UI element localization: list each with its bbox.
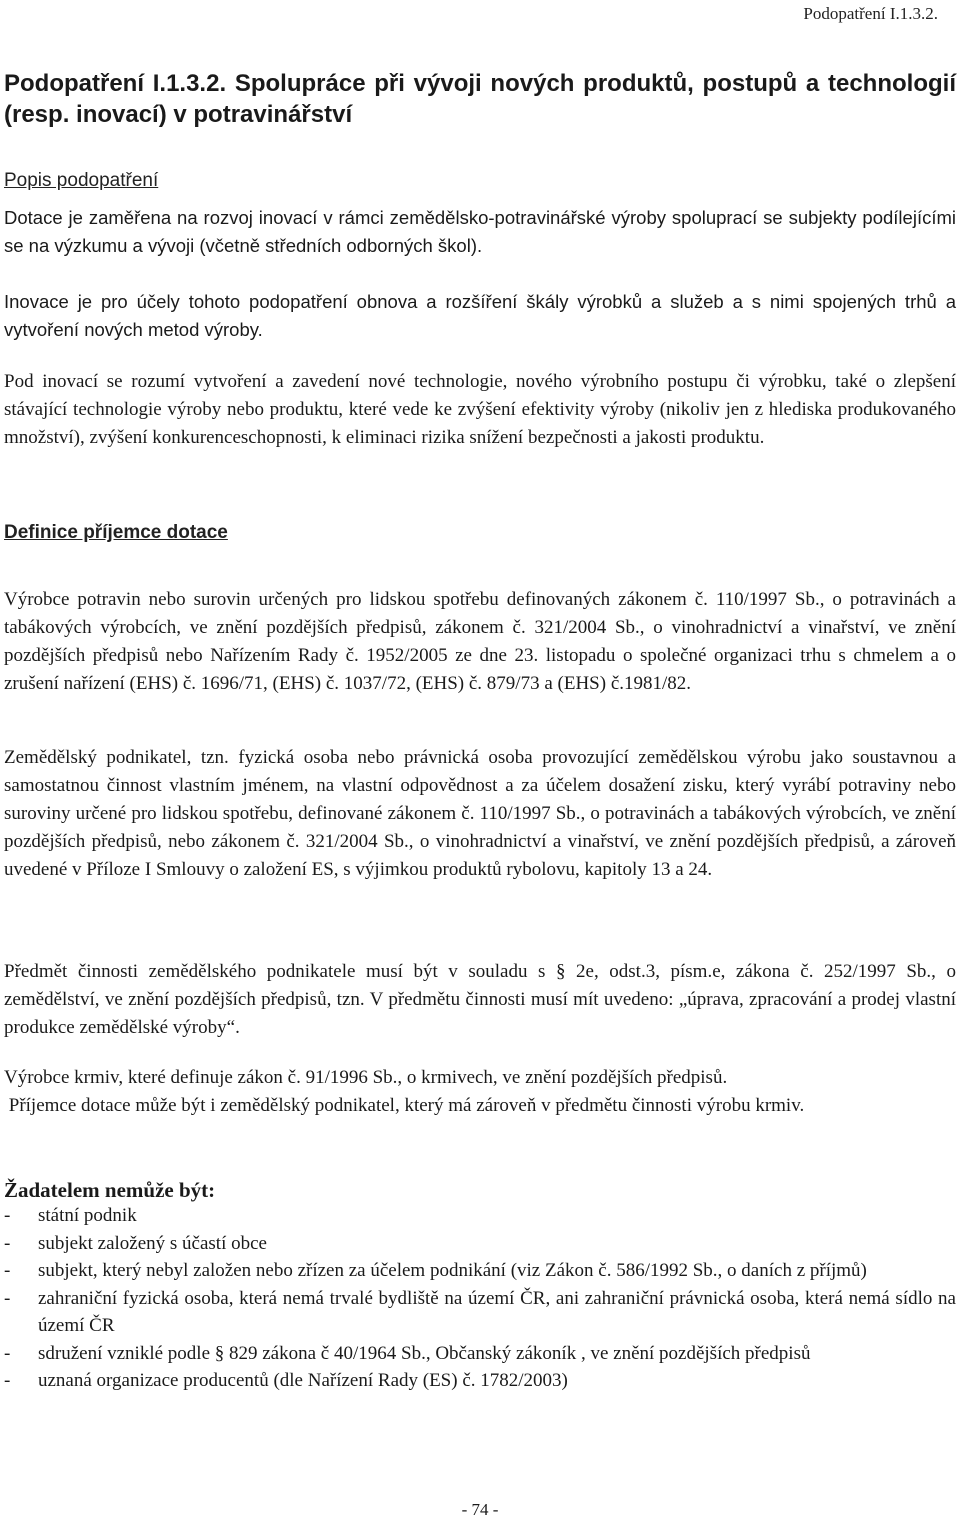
page-number: - 74 - — [461, 1500, 499, 1519]
exclusions-list — [4, 1202, 956, 1395]
description-paragraph-1: Dotace je zaměřena na rozvoj inovací v rámci zemědělsko-potravinářské výroby spoluprací se subjekty podílejícími se na výzkumu a vývoji (včetně středních odborných škol). — [4, 207, 956, 256]
list-item-text: zahraniční fyzická osoba, která nemá trvalé bydliště na území ČR, ani zahraniční právnická osoba, která nemá sídlo na území ČR — [38, 1287, 956, 1336]
recipient-paragraph-3: Předmět činnosti zemědělského podnikatele musí být v souladu s § 2e, odst.3, písm.e, zákona č. 252/1997 Sb., o zemědělství, ve znění pozdějších předpisů, tzn. V předmětu činnosti musí mít uvedeno: „úprava, zpracování a prodej vlastní produkce zemědělské výroby“. — [4, 961, 956, 1038]
running-header: Podopatření I.1.3.2. — [803, 4, 938, 23]
list-dash: - — [4, 1205, 11, 1226]
recipient-paragraph-5: Příjemce dotace může být i zemědělský podnikatel, který má zároveň v předmětu činnosti výrobu krmiv. — [4, 1095, 805, 1116]
description-paragraph-3: Pod inovací se rozumí vytvoření a zavedení nové technologie, nového výrobního postupu či výrobku, také o zlepšení stávající technologie výroby nebo produktu, které vede ke zvýšení efektivity výroby (nikoliv jen z hlediska produkovaného množství), zvýšení konkurenceschopnosti, k eliminaci rizika snížení bezpečnosti a jakosti produktu. — [4, 371, 956, 448]
list-item — [4, 1230, 956, 1258]
section-heading-recipient: Definice příjemce dotace — [4, 522, 228, 543]
list-dash: - — [4, 1342, 11, 1364]
list-dash: - — [4, 1232, 11, 1254]
list-item — [4, 1340, 956, 1368]
description-paragraph-2: Inovace je pro účely tohoto podopatření obnova a rozšíření škály výrobků a služeb a s nimi spojených trhů a vytvoření nových metod výroby. — [4, 291, 956, 340]
section-heading-description: Popis podopatření — [4, 170, 159, 191]
list-item — [4, 1257, 956, 1285]
list-item-text: sdružení vzniklé podle § 829 zákona č 40/1964 Sb., Občanský zákoník , ve znění pozdějších předpisů — [38, 1342, 811, 1364]
list-item — [4, 1367, 956, 1395]
list-item-text: subjekt založený s účastí obce — [38, 1232, 267, 1254]
recipient-paragraph-2: Zemědělský podnikatel, tzn. fyzická osoba nebo právnická osoba provozující zemědělskou výrobu jako soustavnou a samostatnou činnost vlastním jménem, na vlastní odpovědnost a za účelem dosažení zisku, který vyrábí potraviny nebo suroviny určené pro lidskou spotřebu, definované zákonem č. 110/1997 Sb., o potravinách a tabákových výrobcích, ve znění pozdějších předpisů, nebo zákonem č. 321/2004 Sb., o vinohradnictví a vinařství, ve znění pozdějších předpisů, a zároveň uvedené v Příloze I Smlouvy o založení ES, s výjimkou produktů rybolovu, kapitoly 13 a 24. — [4, 747, 956, 880]
list-item-text: subjekt, který nebyl založen nebo zřízen za účelem podnikání (viz Zákon č. 586/1992 Sb., o daních z příjmů) — [38, 1260, 867, 1281]
list-item — [4, 1285, 956, 1340]
recipient-paragraph-4: Výrobce krmiv, které definuje zákon č. 91/1996 Sb., o krmivech, ve znění pozdějších předpisů. — [4, 1067, 728, 1088]
list-item — [4, 1202, 956, 1230]
list-dash: - — [4, 1260, 11, 1281]
list-item-text: státní podnik — [38, 1205, 137, 1226]
document-title: Podopatření I.1.3.2. Spolupráce při vývoji nových produktů, postupů a technologií (resp. inovací) v potravinářství — [4, 70, 956, 128]
list-dash: - — [4, 1370, 11, 1391]
recipient-paragraph-1: Výrobce potravin nebo surovin určených pro lidskou spotřebu definovaných zákonem č. 110/1997 Sb., o potravinách a tabákových výrobcích, ve znění pozdějších předpisů, zákonem č. 321/2004 Sb., o vinohradnictví a vinařství, ve znění pozdějších předpisů nebo Nařízením Rady č. 1952/2005 ze dne 23. listopadu o společné organizaci trhu s chmelem a o zrušení nařízení (EHS) č. 1696/71, (EHS) č. 1037/72, (EHS) č. 879/73 a (EHS) č.1981/82. — [4, 589, 956, 694]
exclusions-heading: Žadatelem nemůže být: — [4, 1178, 216, 1202]
list-dash: - — [4, 1287, 11, 1309]
list-item-text: uznaná organizace producentů (dle Nařízení Rady (ES) č. 1782/2003) — [38, 1370, 568, 1391]
